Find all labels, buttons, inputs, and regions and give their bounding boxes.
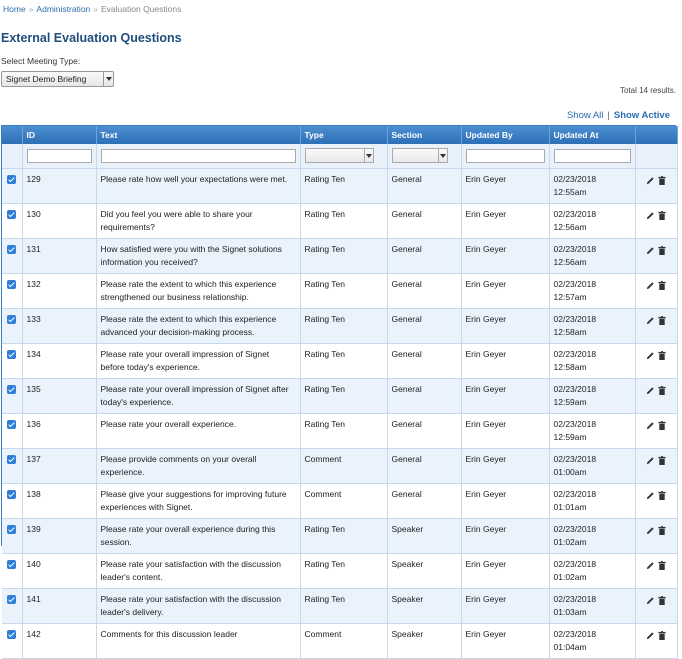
- cell-updated-at: 02/23/2018 12:59am: [549, 378, 635, 413]
- row-actions: [635, 623, 677, 658]
- row-actions: [635, 273, 677, 308]
- row-actions: [635, 168, 677, 203]
- cell-updated-by: Erin Geyer: [461, 273, 549, 308]
- cell-updated-at: 02/23/2018 01:00am: [549, 448, 635, 483]
- pencil-icon[interactable]: [646, 351, 655, 360]
- row-actions: [635, 308, 677, 343]
- cell-type: Comment: [300, 448, 387, 483]
- header-type[interactable]: Type: [300, 126, 387, 144]
- cell-text: Please rate your overall impression of Signet after today's experience.: [96, 378, 300, 413]
- cell-type: Rating Ten: [300, 203, 387, 238]
- table-row[interactable]: [2, 623, 677, 658]
- cell-id: 140: [22, 553, 96, 588]
- cell-updated-at: 02/23/2018 12:58am: [549, 343, 635, 378]
- cell-type: Rating Ten: [300, 273, 387, 308]
- cell-updated-by: Erin Geyer: [461, 168, 549, 203]
- header-actions: [635, 126, 677, 144]
- row-select-cell: [2, 623, 22, 658]
- cell-updated-by: Erin Geyer: [461, 203, 549, 238]
- cell-type: Rating Ten: [300, 588, 387, 623]
- row-checkbox[interactable]: [7, 385, 16, 394]
- pencil-icon[interactable]: [646, 561, 655, 570]
- cell-updated-by: Erin Geyer: [461, 378, 549, 413]
- header-id[interactable]: ID: [22, 126, 96, 144]
- cell-text: How satisfied were you with the Signet solutions information you received?: [96, 238, 300, 273]
- row-actions: [635, 203, 677, 238]
- cell-type: Rating Ten: [300, 553, 387, 588]
- trash-icon[interactable]: [658, 211, 666, 220]
- header-updated-by[interactable]: Updated By: [461, 126, 549, 144]
- cell-section: Speaker: [387, 553, 461, 588]
- row-select-cell: [2, 378, 22, 413]
- trash-icon[interactable]: [658, 176, 666, 185]
- id-filter-input[interactable]: [27, 149, 92, 163]
- row-actions: [635, 518, 677, 553]
- row-actions: [635, 553, 677, 588]
- row-actions: [635, 483, 677, 518]
- cell-updated-by: Erin Geyer: [461, 588, 549, 623]
- trash-icon[interactable]: [658, 351, 666, 360]
- row-checkbox[interactable]: [7, 245, 16, 254]
- table-row[interactable]: [2, 518, 677, 553]
- row-select-cell: [2, 483, 22, 518]
- cell-updated-at: 02/23/2018 12:55am: [549, 168, 635, 203]
- show-all-link[interactable]: Show All: [566, 110, 604, 121]
- cell-id: 134: [22, 343, 96, 378]
- table-row[interactable]: [2, 308, 677, 343]
- cell-type: Rating Ten: [300, 378, 387, 413]
- cell-updated-at: 02/23/2018 12:56am: [549, 238, 635, 273]
- cell-section: General: [387, 238, 461, 273]
- row-select-cell: [2, 203, 22, 238]
- section-filter-select[interactable]: [392, 148, 448, 163]
- pencil-icon[interactable]: [646, 316, 655, 325]
- pencil-icon[interactable]: [646, 211, 655, 220]
- table-body: [2, 168, 677, 658]
- cell-id: 137: [22, 448, 96, 483]
- cell-updated-by: Erin Geyer: [461, 518, 549, 553]
- header-select: [2, 126, 22, 144]
- cell-text: Please rate your overall experience.: [96, 413, 300, 448]
- row-checkbox[interactable]: [7, 560, 16, 569]
- meeting-type-selected: Signet Demo Briefing: [6, 74, 87, 84]
- table-row[interactable]: [2, 238, 677, 273]
- cell-section: General: [387, 378, 461, 413]
- table-row[interactable]: [2, 588, 677, 623]
- row-actions: [635, 238, 677, 273]
- show-active-link[interactable]: Show Active: [613, 110, 670, 121]
- cell-updated-at: 02/23/2018 12:57am: [549, 273, 635, 308]
- row-select-cell: [2, 518, 22, 553]
- updated-by-filter-input[interactable]: [466, 149, 545, 163]
- pencil-icon[interactable]: [646, 421, 655, 430]
- row-actions: [635, 378, 677, 413]
- pencil-icon[interactable]: [646, 386, 655, 395]
- table-row[interactable]: [2, 378, 677, 413]
- cell-id: 142: [22, 623, 96, 658]
- table-row[interactable]: [2, 413, 677, 448]
- trash-icon[interactable]: [658, 456, 666, 465]
- total-results: Total 14 results.: [619, 86, 676, 95]
- cell-text: Did you feel you were able to share your requirements?: [96, 203, 300, 238]
- trash-icon[interactable]: [658, 281, 666, 290]
- cell-section: Speaker: [387, 588, 461, 623]
- updated-at-filter-input[interactable]: [554, 149, 631, 163]
- cell-updated-at: 02/23/2018 01:03am: [549, 588, 635, 623]
- row-select-cell: [2, 308, 22, 343]
- header-row: [2, 126, 677, 144]
- cell-type: Rating Ten: [300, 168, 387, 203]
- row-checkbox[interactable]: [7, 455, 16, 464]
- cell-type: Rating Ten: [300, 343, 387, 378]
- row-checkbox[interactable]: [7, 315, 16, 324]
- cell-text: Please rate your satisfaction with the discussion leader's content.: [96, 553, 300, 588]
- trash-icon[interactable]: [658, 246, 666, 255]
- cell-updated-at: 02/23/2018 12:58am: [549, 308, 635, 343]
- pencil-icon[interactable]: [646, 596, 655, 605]
- chevron-down-icon: [438, 149, 447, 162]
- cell-text: Please give your suggestions for improving future experiences with Signet.: [96, 483, 300, 518]
- row-checkbox[interactable]: [7, 350, 16, 359]
- cell-text: Please rate how well your expectations were met.: [96, 168, 300, 203]
- cell-type: Comment: [300, 483, 387, 518]
- questions-grid: [1, 125, 676, 652]
- table-row[interactable]: [2, 343, 677, 378]
- cell-type: Comment: [300, 623, 387, 658]
- cell-updated-at: 02/23/2018 12:56am: [549, 203, 635, 238]
- trash-icon[interactable]: [658, 631, 666, 640]
- table-row[interactable]: [2, 448, 677, 483]
- cell-section: Speaker: [387, 623, 461, 658]
- cell-section: General: [387, 413, 461, 448]
- chevron-down-icon: [103, 72, 113, 86]
- row-checkbox[interactable]: [7, 595, 16, 604]
- cell-type: Rating Ten: [300, 308, 387, 343]
- cell-updated-by: Erin Geyer: [461, 343, 549, 378]
- row-actions: [635, 413, 677, 448]
- breadcrumb-home[interactable]: Home: [3, 4, 26, 14]
- cell-section: General: [387, 203, 461, 238]
- row-select-cell: [2, 273, 22, 308]
- meeting-type-select[interactable]: [1, 71, 114, 87]
- chevron-down-icon: [364, 149, 373, 162]
- cell-id: 136: [22, 413, 96, 448]
- pencil-icon[interactable]: [646, 281, 655, 290]
- row-actions: [635, 343, 677, 378]
- row-select-cell: [2, 588, 22, 623]
- row-checkbox[interactable]: [7, 210, 16, 219]
- cell-text: Please rate your overall impression of Signet before today's experience.: [96, 343, 300, 378]
- cell-updated-at: 02/23/2018 12:59am: [549, 413, 635, 448]
- header-updated-at[interactable]: Updated At: [549, 126, 635, 144]
- cell-id: 132: [22, 273, 96, 308]
- breadcrumb-separator: »: [28, 4, 34, 14]
- cell-updated-at: 02/23/2018 01:01am: [549, 483, 635, 518]
- cell-updated-at: 02/23/2018 01:02am: [549, 518, 635, 553]
- cell-text: Please rate the extent to which this experience strengthened our business relationship.: [96, 273, 300, 308]
- cell-updated-by: Erin Geyer: [461, 553, 549, 588]
- row-select-cell: [2, 343, 22, 378]
- cell-type: Rating Ten: [300, 518, 387, 553]
- table-row[interactable]: [2, 273, 677, 308]
- row-checkbox[interactable]: [7, 175, 16, 184]
- header-text[interactable]: Text: [96, 126, 300, 144]
- text-filter-input[interactable]: [101, 149, 296, 163]
- show-links-divider: |: [607, 110, 610, 121]
- cell-text: Please provide comments on your overall experience.: [96, 448, 300, 483]
- cell-text: Comments for this discussion leader: [96, 623, 300, 658]
- table-row[interactable]: [2, 168, 677, 203]
- row-checkbox[interactable]: [7, 525, 16, 534]
- pencil-icon[interactable]: [646, 631, 655, 640]
- pencil-icon[interactable]: [646, 456, 655, 465]
- table-row[interactable]: [2, 553, 677, 588]
- filter-row: [2, 144, 677, 168]
- cell-type: Rating Ten: [300, 413, 387, 448]
- cell-section: General: [387, 168, 461, 203]
- trash-icon[interactable]: [658, 561, 666, 570]
- row-checkbox[interactable]: [7, 280, 16, 289]
- type-filter-select[interactable]: [305, 148, 374, 163]
- meeting-type-label: Select Meeting Type:: [1, 56, 81, 66]
- table-row[interactable]: [2, 203, 677, 238]
- cell-id: 139: [22, 518, 96, 553]
- cell-section: General: [387, 483, 461, 518]
- breadcrumb-current: Evaluation Questions: [101, 4, 182, 14]
- cell-updated-by: Erin Geyer: [461, 448, 549, 483]
- cell-section: General: [387, 343, 461, 378]
- cell-id: 129: [22, 168, 96, 203]
- row-actions: [635, 588, 677, 623]
- cell-id: 135: [22, 378, 96, 413]
- header-section[interactable]: Section: [387, 126, 461, 144]
- cell-type: Rating Ten: [300, 238, 387, 273]
- row-checkbox[interactable]: [7, 490, 16, 499]
- cell-id: 133: [22, 308, 96, 343]
- cell-id: 131: [22, 238, 96, 273]
- cell-section: General: [387, 448, 461, 483]
- trash-icon[interactable]: [658, 526, 666, 535]
- breadcrumb: [3, 4, 181, 14]
- cell-section: General: [387, 308, 461, 343]
- table-row[interactable]: [2, 483, 677, 518]
- trash-icon[interactable]: [658, 491, 666, 500]
- page-title: External Evaluation Questions: [1, 31, 182, 45]
- breadcrumb-separator: »: [93, 4, 99, 14]
- cell-id: 141: [22, 588, 96, 623]
- trash-icon[interactable]: [658, 386, 666, 395]
- trash-icon[interactable]: [658, 596, 666, 605]
- cell-text: Please rate your satisfaction with the discussion leader's delivery.: [96, 588, 300, 623]
- cell-section: General: [387, 273, 461, 308]
- row-select-cell: [2, 238, 22, 273]
- pencil-icon[interactable]: [646, 526, 655, 535]
- cell-id: 130: [22, 203, 96, 238]
- cell-updated-by: Erin Geyer: [461, 308, 549, 343]
- row-actions: [635, 448, 677, 483]
- cell-updated-at: 02/23/2018 01:04am: [549, 623, 635, 658]
- row-select-cell: [2, 413, 22, 448]
- breadcrumb-administration[interactable]: Administration: [36, 4, 91, 14]
- trash-icon[interactable]: [658, 316, 666, 325]
- cell-text: Please rate the extent to which this experience advanced your decision-making process.: [96, 308, 300, 343]
- row-checkbox[interactable]: [7, 630, 16, 639]
- cell-updated-by: Erin Geyer: [461, 483, 549, 518]
- cell-text: Please rate your overall experience during this session.: [96, 518, 300, 553]
- pencil-icon[interactable]: [646, 491, 655, 500]
- pencil-icon[interactable]: [646, 176, 655, 185]
- cell-updated-by: Erin Geyer: [461, 623, 549, 658]
- trash-icon[interactable]: [658, 421, 666, 430]
- cell-updated-at: 02/23/2018 01:02am: [549, 553, 635, 588]
- questions-table: [2, 126, 678, 659]
- cell-updated-by: Erin Geyer: [461, 413, 549, 448]
- row-checkbox[interactable]: [7, 420, 16, 429]
- cell-section: Speaker: [387, 518, 461, 553]
- row-select-cell: [2, 168, 22, 203]
- row-select-cell: [2, 553, 22, 588]
- cell-updated-by: Erin Geyer: [461, 238, 549, 273]
- cell-id: 138: [22, 483, 96, 518]
- show-filter-links: [567, 110, 670, 121]
- pencil-icon[interactable]: [646, 246, 655, 255]
- row-select-cell: [2, 448, 22, 483]
